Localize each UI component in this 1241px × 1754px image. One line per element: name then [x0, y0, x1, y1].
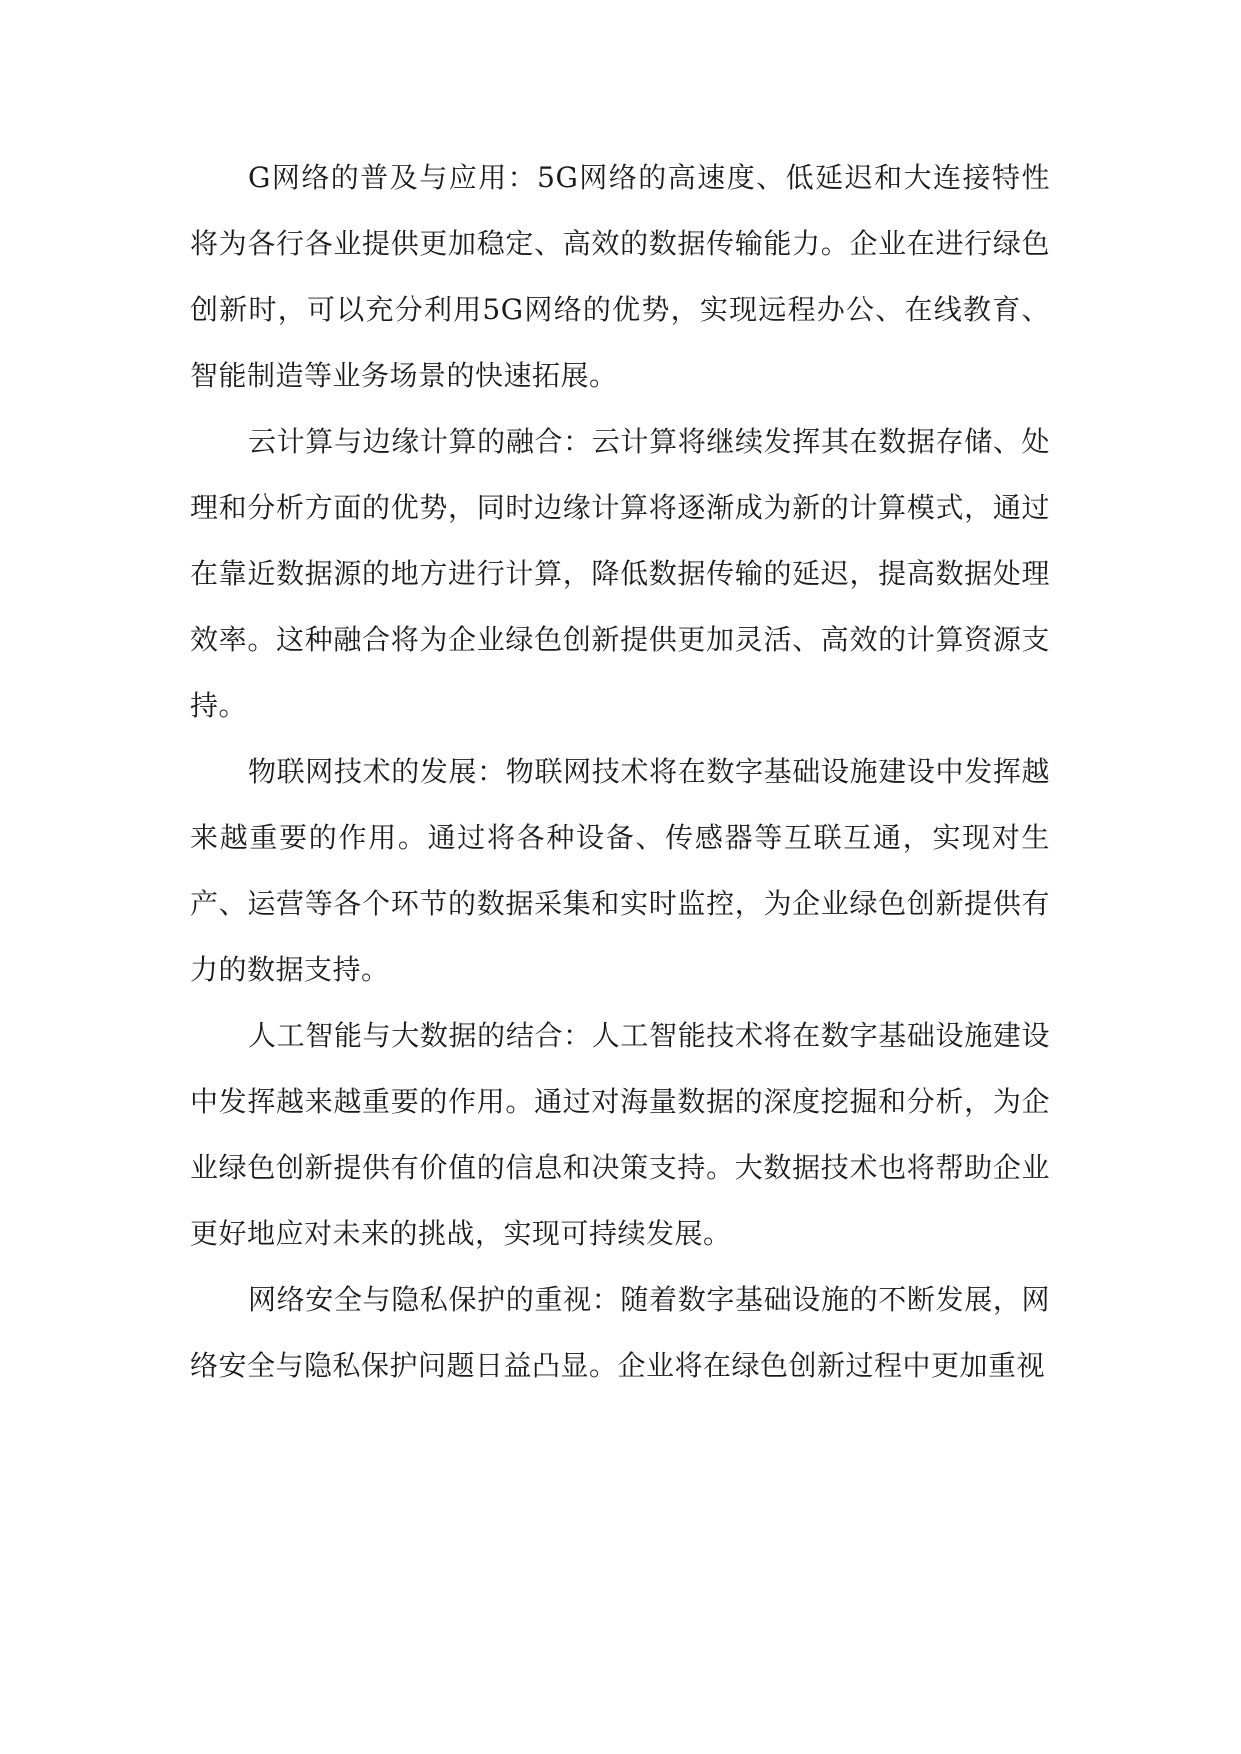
- paragraph-5g-network: G网络的普及与应用：5G网络的高速度、低延迟和大连接特性将为各行各业提供更加稳定、高效的数据传输能力。企业在进行绿色创新时，可以充分利用5G网络的优势，实现远程办公、在线教育、智能制造等业务场景的快速拓展。: [190, 161, 1050, 392]
- paragraph-network-security: 网络安全与隐私保护的重视：随着数字基础设施的不断发展，网络安全与隐私保护问题日益凸显。企业将在绿色创新过程中更加重视: [190, 1283, 1050, 1382]
- paragraph-cloud-edge-computing: 云计算与边缘计算的融合：云计算将继续发挥其在数据存储、处理和分析方面的优势，同时边缘计算将逐渐成为新的计算模式，通过在靠近数据源的地方进行计算，降低数据传输的延迟，提高数据处理效率。这种融合将为企业绿色创新提供更加灵活、高效的计算资源支持。: [190, 425, 1050, 722]
- paragraph-ai-big-data: 人工智能与大数据的结合：人工智能技术将在数字基础设施建设中发挥越来越重要的作用。通过对海量数据的深度挖掘和分析，为企业绿色创新提供有价值的信息和决策支持。大数据技术也将帮助企业更好地应对未来的挑战，实现可持续发展。: [190, 1019, 1050, 1250]
- document-body: [190, 145, 1050, 1399]
- paragraph-iot-technology: 物联网技术的发展：物联网技术将在数字基础设施建设中发挥越来越重要的作用。通过将各种设备、传感器等互联互通，实现对生产、运营等各个环节的数据采集和实时监控，为企业绿色创新提供有力的数据支持。: [190, 755, 1050, 986]
